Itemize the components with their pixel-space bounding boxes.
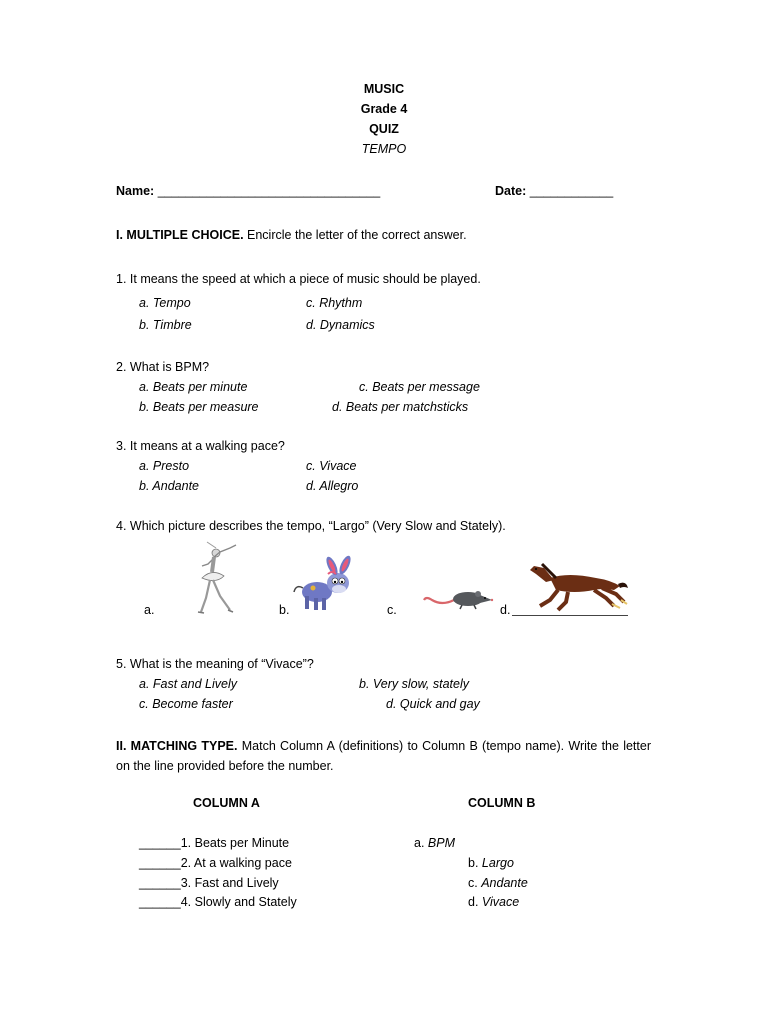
- column-b-item-b: b. Largo: [468, 856, 514, 870]
- q4-option-c-label[interactable]: c.: [387, 603, 397, 617]
- q1-option-a[interactable]: a. Tempo: [139, 296, 191, 310]
- column-b-header: COLUMN B: [468, 796, 536, 810]
- q3-option-a[interactable]: a. Presto: [139, 459, 190, 473]
- rat-tail: [424, 598, 454, 603]
- date-blank[interactable]: ____________: [529, 184, 614, 198]
- ballerina-image[interactable]: [180, 542, 242, 616]
- q1-option-d[interactable]: d. Dynamics: [306, 318, 375, 332]
- date-field[interactable]: [495, 184, 613, 198]
- column-b-item-a: a. BPM: [414, 836, 456, 850]
- q1-option-b[interactable]: b. Timbre: [139, 318, 192, 332]
- topic-title: TEMPO: [361, 142, 407, 156]
- q3-option-d[interactable]: d. Allegro: [306, 479, 359, 493]
- question-1: 1. It means the speed at which a piece of music should be played.: [116, 272, 481, 286]
- q3-option-b[interactable]: b. Andante: [139, 479, 200, 493]
- q4-option-d-label[interactable]: d.: [500, 603, 511, 617]
- column-a-item-4[interactable]: ______4. Slowly and Stately: [139, 895, 297, 909]
- question-5: 5. What is the meaning of “Vivace”?: [116, 657, 314, 671]
- column-a-item-1[interactable]: ______1. Beats per Minute: [139, 836, 290, 850]
- q5-option-d[interactable]: d. Quick and gay: [386, 697, 480, 711]
- q5-option-b[interactable]: b. Very slow, stately: [359, 677, 469, 691]
- subject-title: MUSIC: [363, 82, 405, 96]
- column-a-header: COLUMN A: [193, 796, 260, 810]
- q5-option-c[interactable]: c. Become faster: [139, 697, 233, 711]
- column-b-item-d: d. Vivace: [468, 895, 520, 909]
- q2-option-d[interactable]: d. Beats per matchsticks: [332, 400, 469, 414]
- q1-option-c[interactable]: c. Rhythm: [306, 296, 363, 310]
- q5-option-a[interactable]: a. Fast and Lively: [139, 677, 237, 691]
- q3-option-c[interactable]: c. Vivace: [306, 459, 357, 473]
- name-field[interactable]: [116, 184, 380, 198]
- question-2: 2. What is BPM?: [116, 360, 210, 374]
- column-b-item-c: c. Andante: [468, 876, 528, 890]
- q4-option-a-label[interactable]: a.: [144, 603, 155, 617]
- grade-title: Grade 4: [360, 102, 408, 116]
- column-a-item-3[interactable]: ______3. Fast and Lively: [139, 876, 279, 890]
- q4-option-b-label[interactable]: b.: [279, 603, 290, 617]
- q2-option-b[interactable]: b. Beats per measure: [139, 400, 259, 414]
- date-label: Date:: [495, 184, 527, 198]
- donkey-image[interactable]: [292, 556, 358, 612]
- quiz-title: QUIZ: [369, 122, 399, 136]
- name-blank[interactable]: ________________________________: [157, 184, 381, 198]
- q2-option-c[interactable]: c. Beats per message: [359, 380, 480, 394]
- part1-heading: I. MULTIPLE CHOICE. Encircle the letter of the correct answer.: [116, 228, 467, 242]
- part2-heading: II. MATCHING TYPE. Match Column A (definitions) to Column B (tempo name). Write the letter on the line provided before the number.: [116, 739, 651, 773]
- rat-image[interactable]: [424, 586, 494, 612]
- column-a-item-2[interactable]: ______2. At a walking pace: [139, 856, 292, 870]
- horse-image[interactable]: [528, 558, 630, 614]
- question-4: 4. Which picture describes the tempo, “Largo” (Very Slow and Stately).: [116, 519, 506, 533]
- question-3: 3. It means at a walking pace?: [116, 439, 285, 453]
- q4-d-underline: [512, 615, 628, 616]
- q2-option-a[interactable]: a. Beats per minute: [139, 380, 248, 394]
- name-label: Name:: [116, 184, 155, 198]
